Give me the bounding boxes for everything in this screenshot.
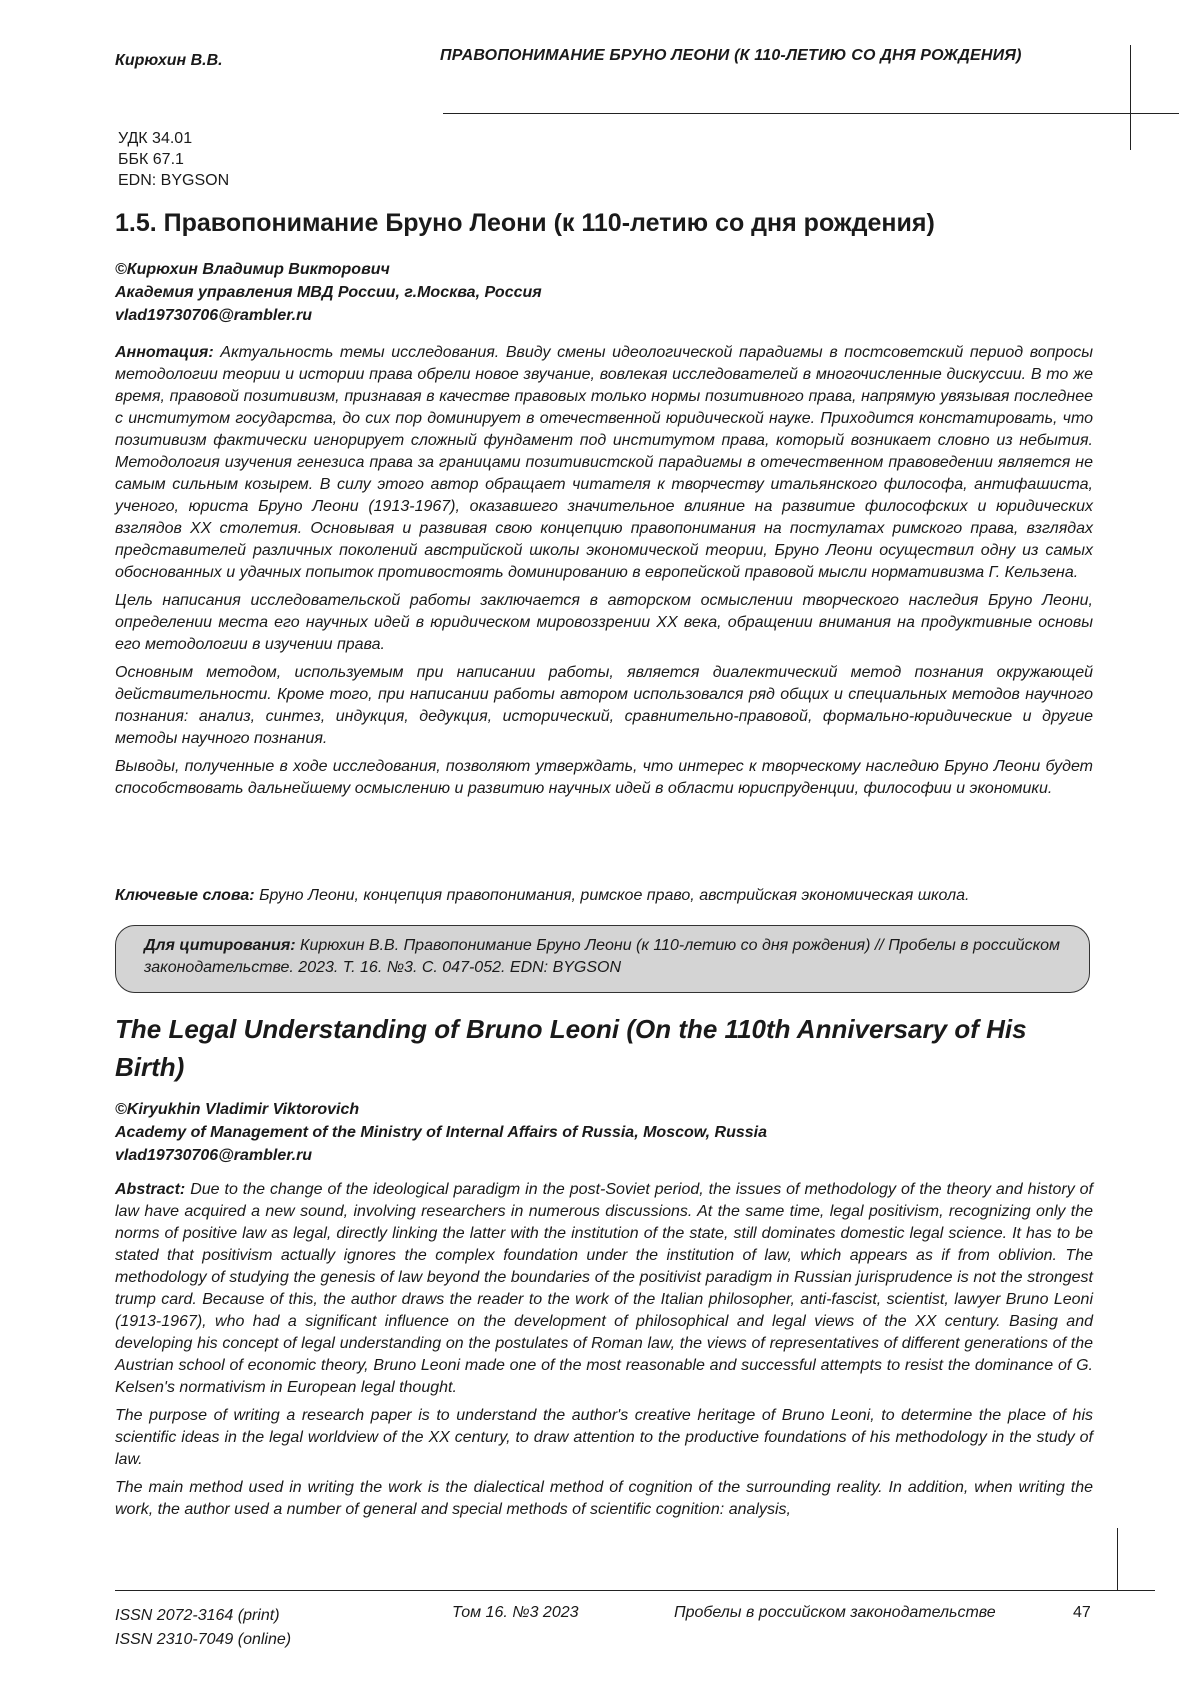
author-email-en[interactable]: vlad19730706@rambler.ru <box>115 1147 313 1164</box>
author-email-ru[interactable]: vlad19730706@rambler.ru <box>115 307 313 324</box>
abstract-ru-paragraph <box>115 342 1093 584</box>
udk-code: УДК 34.01 <box>118 130 193 147</box>
abstract-ru-paragraph: Цель написания исследовательской работы заключается в авторском осмыслении творческого наследия Бруно Леони, определении места его научных идей в юридическом мировоззрении XX века, обращении внимания на продуктивные основы его методологии в изучении права. <box>115 592 1093 653</box>
keywords-label: Ключевые слова: <box>115 887 255 904</box>
footer-horizontal-rule <box>115 1590 1155 1591</box>
classification-codes <box>118 128 229 191</box>
footer-vertical-rule <box>1117 1528 1118 1590</box>
header-vertical-rule <box>1130 45 1131 150</box>
page-number: 47 <box>1073 1604 1091 1621</box>
bbk-code: ББК 67.1 <box>118 151 184 168</box>
abstract-ru <box>115 342 1093 806</box>
author-block-ru <box>115 258 542 327</box>
keywords-text: Бруно Леони, концепция правопонимания, римское право, австрийская экономическая школа. <box>259 887 970 904</box>
footer-volume: Том 16. №3 2023 <box>452 1604 579 1621</box>
abstract-en-paragraph: The main method used in writing the work is the dialectical method of cognition of the surrounding reality. In addition, when writing the work, the author used a number of general and special methods of scientific cognition: analysis, <box>115 1479 1093 1518</box>
author-affiliation-en: Academy of Management of the Ministry of Internal Affairs of Russia, Moscow, Russia <box>115 1124 767 1141</box>
author-name-en: ©Kiryukhin Vladimir Viktorovich <box>115 1101 360 1118</box>
keywords-ru <box>115 887 1105 905</box>
abstract-ru-text: Актуальность темы исследования. Ввиду смены идеологической парадигмы в постсоветский период вопросы методологии теории и истории права обрели новое звучание, вовлекая исследователей в многочисленные дискуссии. В то же время, правовой позитивизм, признавая в качестве правовых только нормы позитивного права, напрямую увязывая последнее с институтом государства, до сих пор доминирует в отечественной юридической науке. Приходится констатировать, что позитивизм фактически игнорирует сложный фундамент под институтом права, который возникает словно из небытия. Методология изучения генезиса права за границами позитивистской парадигмы в отечественном правоведении является не самым сильным козырем. В силу этого автор обращает читателя к творчеству итальянского философа, антифашиста, ученого, юриста Бруно Леони (1913-1967), оказавшего значительное влияние на развитие философских и юридических взглядов XX столетия. Основывая и развивая свою концепцию правопонимания на постулатах римского права, взглядах представителей различных поколений австрийской школы экономической теории, Бруно Леони осуществил одну из самых обоснованных и удачных попыток противостоять доминированию в европейской правовой мысли нормативизма Г. Кельзена. <box>115 344 1093 581</box>
citation-box <box>115 925 1090 993</box>
author-block-en <box>115 1098 767 1167</box>
article-title-en: The Legal Understanding of Bruno Leoni (On the 110th Anniversary of His Birth) <box>115 1014 1027 1082</box>
header-horizontal-rule <box>443 113 1179 114</box>
abstract-ru-paragraph: Выводы, полученные в ходе исследования, позволяют утверждать, что интерес к творческому наследию Бруно Леони будет способствовать дальнейшему осмыслению и развитию научных идей в области юриспруденции, философии и экономики. <box>115 758 1093 797</box>
footer-journal-name: Пробелы в российском законодательстве <box>674 1604 996 1621</box>
citation-text: Кирюхин В.В. Правопонимание Бруно Леони (к 110-летию со дня рождения) // Пробелы в российском законодательстве. 2023. Т. 16. №3. С. 047-052. EDN: BYGSON <box>144 937 1060 976</box>
abstract-en-text: Due to the change of the ideological paradigm in the post-Soviet period, the issues of methodology of the theory and history of law have acquired a new sound, involving researchers in numerous discussions. At the same time, legal positivism, recognizing only the norms of positive law as legal, directly linking the latter with the institution of the state, still dominates domestic legal science. It has to be stated that positivism actually ignores the complex foundation under the institution of law, which appears as if from oblivion. The methodology of studying the genesis of law beyond the boundaries of the positivist paradigm in Russian jurisprudence is not the strongest trump card. Because of this, the author draws the reader to the work of the Italian philosopher, anti-fascist, scientist, lawyer Bruno Leoni (1913-1967), who had a significant influence on the development of philosophical and legal views of the XX century. Basing and developing his concept of legal understanding on the postulates of Roman law, the views of representatives of different generations of the Austrian school of economic theory, Bruno Leoni made one of the most reasonable and successful attempts to resist the dominance of G. Kelsen's normativism in European legal thought. <box>115 1181 1094 1396</box>
running-header-author: Кирюхин В.В. <box>115 52 223 69</box>
abstract-en <box>115 1179 1093 1527</box>
edn-code: EDN: BYGSON <box>118 172 230 189</box>
abstract-ru-label: Аннотация: <box>115 344 214 361</box>
issn-print: ISSN 2072-3164 (print) <box>115 1607 280 1624</box>
citation-label: Для цитирования: <box>144 937 296 954</box>
issn-online: ISSN 2310-7049 (online) <box>115 1631 292 1648</box>
abstract-ru-paragraph: Основным методом, используемым при написании работы, является диалектический метод познания окружающей действительности. Кроме того, при написании работы автором использовался ряд общих и специальных методов научного познания: анализ, синтез, индукция, дедукция, исторический, сравнительно-правовой, формально-юридические и другие методы научного познания. <box>115 664 1093 747</box>
author-name-ru: ©Кирюхин Владимир Викторович <box>115 261 390 278</box>
abstract-en-paragraph: The purpose of writing a research paper is to understand the author's creative heritage of Bruno Leoni, to determine the place of his scientific ideas in the legal worldview of the XX century, to draw attention to the productive foundations of his methodology in the study of law. <box>115 1407 1093 1468</box>
abstract-en-label: Abstract: <box>115 1181 186 1198</box>
author-affiliation-ru: Академия управления МВД России, г.Москва, Россия <box>115 284 542 301</box>
article-title-ru: 1.5. Правопонимание Бруно Леони (к 110-летию со дня рождения) <box>115 209 935 237</box>
abstract-en-paragraph <box>115 1179 1093 1399</box>
running-header-title: ПРАВОПОНИМАНИЕ БРУНО ЛЕОНИ (К 110-ЛЕТИЮ СО ДНЯ РОЖДЕНИЯ) <box>440 47 1022 64</box>
footer-issn <box>115 1604 291 1652</box>
